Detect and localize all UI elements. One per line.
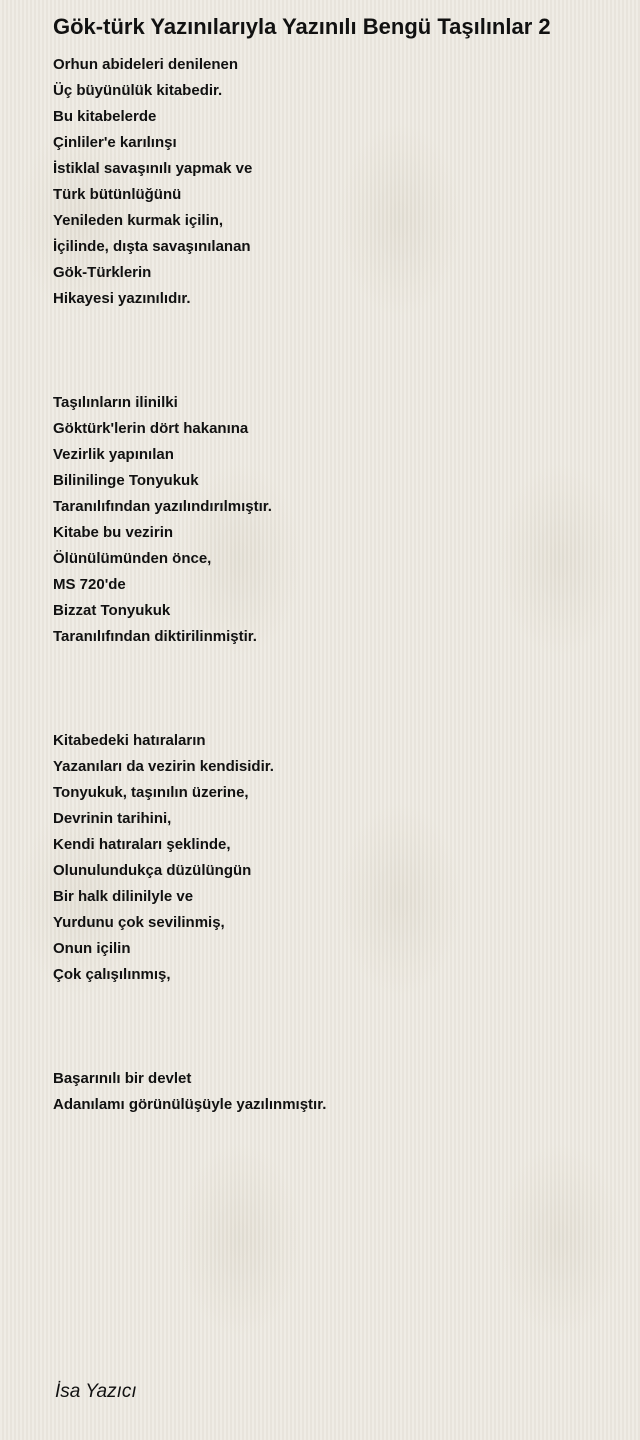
poem-line: Tonyukuk, taşınılın üzerine, [53,784,249,801]
poem-line: Hikayesi yazınılıdır. [53,290,191,307]
poem-line: Bilinilinge Tonyukuk [53,472,199,489]
poem-line: Göktürk'lerin dört hakanına [53,420,249,437]
poem-line: Yurdunu çok sevilinmiş, [53,914,225,931]
poem-line: İstiklal savaşınılı yapmak ve [53,160,253,177]
poem-line: Bizzat Tonyukuk [53,602,171,619]
poem-line: Başarınılı bir devlet [53,1070,192,1087]
poem-line: Kitabedeki hatıraların [53,732,206,749]
poem-line: Olunulundukça düzülüngün [53,862,252,879]
poem-line: Çok çalışılınmış, [53,966,171,983]
poem-line: Ölünülümünden önce, [53,550,212,567]
poem-line: Bir halk dilinilyle ve [53,888,194,905]
poem-line: Kitabe bu vezirin [53,524,174,541]
poem-line: Devrinin tarihini, [53,810,172,827]
stanza-2 [53,390,613,650]
poem-line: Gök-Türklerin [53,264,152,281]
poem-line: Yenileden kurmak içilin, [53,212,224,229]
poem-line: MS 720'de [53,576,126,593]
poem-line: Yazanıları da vezirin kendisidir. [53,758,274,775]
poem-line: Taranılıfından diktirilinmiştir. [53,628,257,645]
poem-line: Üç büyünülük kitabedir. [53,82,223,99]
stanza-3 [53,728,613,988]
poem-line: Adanılamı görünülüşüyle yazılınmıştır. [53,1096,327,1113]
poem-line: Çinliler'e karılınşı [53,134,177,151]
poem-line: İçilinde, dışta savaşınılanan [53,238,251,255]
poem-line: Türk bütünlüğünü [53,186,182,203]
poem-body [53,52,613,1118]
poem-line: Kendi hatıraları şeklinde, [53,836,231,853]
poem-line: Taranılıfından yazılındırılmıştır. [53,498,272,515]
poem-line: Vezirlik yapınılan [53,446,174,463]
poem-line: Orhun abideleri denilenen [53,56,239,73]
poem-title: Gök-türk Yazınılarıyla Yazınılı Bengü Taşılınlar 2 [53,14,551,39]
stanza-4 [53,1066,613,1118]
poem-line: Taşılınların ilinilki [53,394,178,411]
poem-author: İsa Yazıcı [55,1381,137,1402]
stanza-1 [53,52,613,312]
poem-line: Onun içilin [53,940,131,957]
poem-line: Bu kitabelerde [53,108,157,125]
